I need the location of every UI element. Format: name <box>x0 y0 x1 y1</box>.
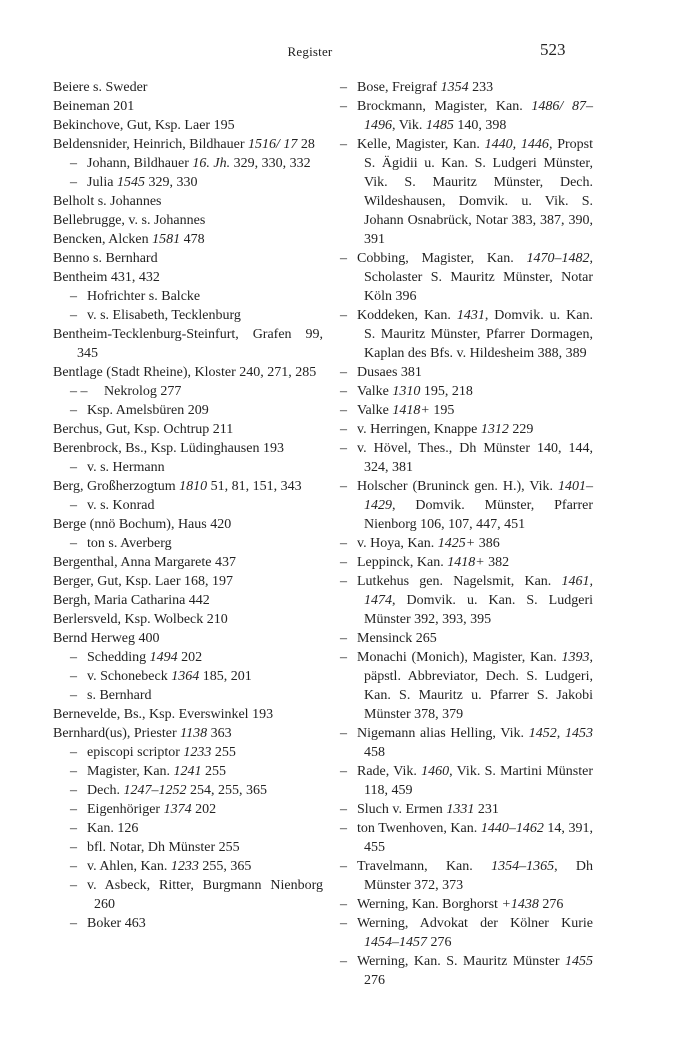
index-entry <box>53 325 323 363</box>
index-entry <box>323 800 593 819</box>
entry-dash: – <box>70 650 77 665</box>
index-entry <box>53 610 323 629</box>
entry-date: 1440, 1446 <box>484 137 549 152</box>
entry-text: Monachi (Monich), Magister, Kan. <box>357 650 562 665</box>
entry-text: Leppinck, Kan. <box>357 555 448 570</box>
entry-text: 202 <box>177 650 203 665</box>
entry-text: Boker 463 <box>87 916 146 931</box>
index-entry <box>53 78 323 97</box>
index-entry <box>323 97 593 135</box>
index-entry <box>53 591 323 610</box>
entry-text: Werning, Kan. S. Mauritz Münster <box>357 954 565 969</box>
index-entry <box>323 363 593 382</box>
entry-dash: – <box>70 156 77 171</box>
index-entry <box>323 306 593 363</box>
entry-text: 276 <box>364 973 385 988</box>
entry-dash: – <box>340 422 347 437</box>
entry-dash: – <box>70 878 77 893</box>
entry-dash: – <box>340 954 347 969</box>
index-entry <box>323 135 593 249</box>
index-entry <box>323 895 593 914</box>
entry-text: 458 <box>364 745 385 760</box>
entry-dash: – <box>70 403 77 418</box>
index-entry <box>53 230 323 249</box>
entry-dash: – <box>70 783 77 798</box>
index-entry <box>53 762 323 781</box>
entry-text: , Scholaster S. Mauritz Münster, Notar Köln 396 <box>364 251 593 304</box>
index-entry <box>53 572 323 591</box>
entry-text: Brockmann, Magister, Kan. <box>357 99 532 114</box>
entry-date: 1461, 1474 <box>364 574 593 608</box>
entry-dash: – <box>340 479 347 494</box>
entry-text: Bekinchove, Gut, Ksp. Laer 195 <box>53 118 235 133</box>
entry-text: bfl. Notar, Dh Münster 255 <box>87 840 240 855</box>
entry-dash: – <box>340 764 347 779</box>
index-entry <box>53 116 323 135</box>
entry-dash: – <box>340 80 347 95</box>
index-entry <box>323 382 593 401</box>
entry-text: Berger, Gut, Ksp. Laer 168, 197 <box>53 574 233 589</box>
running-head: Register <box>287 44 333 59</box>
entry-text: Magister, Kan. <box>87 764 174 779</box>
index-entry <box>53 781 323 800</box>
entry-text: v. s. Konrad <box>87 498 155 513</box>
entry-text: v. s. Hermann <box>87 460 165 475</box>
index-entry <box>53 838 323 857</box>
index-entry <box>53 401 323 420</box>
entry-dash: – <box>70 859 77 874</box>
entry-date: 1138 <box>180 726 208 741</box>
entry-dash: – <box>70 802 77 817</box>
entry-dash: – <box>70 688 77 703</box>
index-entry <box>323 914 593 952</box>
entry-dash: – <box>70 536 77 551</box>
entry-text: Bellebrugge, v. s. Johannes <box>53 213 206 228</box>
entry-text: Beiere s. Sweder <box>53 80 148 95</box>
entry-text: 229 <box>508 422 534 437</box>
entry-text: Holscher (Bruninck gen. H.), Vik. <box>357 479 558 494</box>
entry-text: , päpstl. Abbreviator, Dech. S. Ludgeri, Kan. S. Mauritz u. Pfarrer S. Jakobi Münster 378, 379 <box>364 650 593 722</box>
entry-text: Benno s. Bernhard <box>53 251 158 266</box>
entry-text: 329, 330 <box>144 175 198 190</box>
entry-text: Rade, Vik. <box>357 764 422 779</box>
entry-date: 1418+ <box>447 555 485 570</box>
entry-dash: – <box>340 726 347 741</box>
entry-date: 1545 <box>116 175 145 190</box>
index-entry <box>53 249 323 268</box>
entry-text: Hofrichter s. Balcke <box>87 289 201 304</box>
entry-text: 202 <box>191 802 217 817</box>
entry-text: Bernhard(us), Priester <box>53 726 181 741</box>
entry-text: Werning, Advokat der Kölner Kurie <box>357 916 593 931</box>
index-entry <box>53 876 323 914</box>
entry-text: episcopi scriptor <box>87 745 184 760</box>
entry-date: 1516/ 17 <box>248 137 298 152</box>
entry-dash: – <box>340 821 347 836</box>
entry-text: s. Bernhard <box>87 688 152 703</box>
entry-date: 1425+ <box>437 536 476 551</box>
entry-text: Werning, Kan. Borghorst <box>357 897 502 912</box>
page-header <box>0 40 700 64</box>
entry-date: 1247–1252 <box>123 783 187 798</box>
entry-dash: – <box>70 175 77 190</box>
entry-dash: – <box>340 631 347 646</box>
entry-date: 1233 <box>183 745 212 760</box>
entry-text: v. Hövel, Thes., Dh Münster 140, 144, 324, 381 <box>357 441 593 475</box>
entry-text: Valke <box>357 384 393 399</box>
index-entry <box>323 857 593 895</box>
index-entry <box>53 420 323 439</box>
entry-text: 276 <box>538 897 564 912</box>
entry-text: , Vik. <box>392 118 426 133</box>
index-column-left <box>53 78 323 933</box>
entry-text: 363 <box>207 726 232 741</box>
entry-dash: – <box>340 897 347 912</box>
entry-text: 329, 330, 332 <box>230 156 311 171</box>
index-entry <box>323 648 593 724</box>
index-entry <box>53 382 323 401</box>
entry-date: 1354–1365 <box>491 859 555 874</box>
entry-date: 1431 <box>456 308 485 323</box>
entry-dash: – <box>70 840 77 855</box>
entry-date: 1470–1482 <box>526 251 590 266</box>
index-entry <box>323 819 593 857</box>
index-entry <box>53 192 323 211</box>
entry-dash: – <box>70 498 77 513</box>
index-entry <box>323 762 593 800</box>
entry-text: Bernevelde, Bs., Ksp. Everswinkel 193 <box>53 707 274 722</box>
index-entry <box>53 819 323 838</box>
entry-text: , Propst S. Ägidii u. Kan. S. Ludgeri Münster, Vik. S. Mauritz Münster, Dech. Wildeshausen, Domvik. u. Vik. S. Johann Osnabrück, Notar 383, 387, 390, 391 <box>364 137 593 247</box>
index-entry <box>323 534 593 553</box>
entry-date: 1494 <box>149 650 178 665</box>
entry-dash: – <box>340 99 347 114</box>
entry-text: Bergenthal, Anna Margarete 437 <box>53 555 236 570</box>
entry-dash: – <box>340 650 347 665</box>
entry-text: Ksp. Amelsbüren 209 <box>87 403 209 418</box>
entry-date: 1810 <box>179 479 208 494</box>
index-entry <box>53 648 323 667</box>
entry-text: Julia <box>87 175 117 190</box>
entry-text: Kelle, Magister, Kan. <box>357 137 485 152</box>
entry-text: 255 <box>201 764 227 779</box>
entry-text: Nekrolog 277 <box>104 384 182 399</box>
entry-text: v. Schonebeck <box>87 669 172 684</box>
index-entry <box>53 97 323 116</box>
entry-dash: – <box>70 916 77 931</box>
entry-date: 1581 <box>152 232 181 247</box>
entry-text: Bentlage (Stadt Rheine), Kloster 240, 271, 285 <box>53 365 317 380</box>
entry-text: Bernd Herweg 400 <box>53 631 160 646</box>
index-entry <box>53 534 323 553</box>
entry-text: 478 <box>180 232 205 247</box>
entry-date: 1452, 1453 <box>528 726 594 741</box>
index-entry <box>53 439 323 458</box>
index-entry <box>53 477 323 496</box>
entry-text: Sluch v. Ermen <box>357 802 447 817</box>
index-entry <box>53 553 323 572</box>
entry-text: Dusaes 381 <box>357 365 422 380</box>
entry-text: Kan. 126 <box>87 821 139 836</box>
entry-text: 254, 255, 365 <box>186 783 268 798</box>
entry-dash: – – <box>70 384 88 399</box>
entry-text: 255 <box>211 745 236 760</box>
entry-text: , Domvik. Münster, Pfarrer Nienborg 106, 107, 447, 451 <box>364 498 593 532</box>
entry-text: , Domvik. u. Kan. S. Ludgeri Münster 392, 393, 395 <box>364 593 593 627</box>
index-entry <box>323 572 593 629</box>
entry-date: 1460 <box>421 764 450 779</box>
entry-date: 1455 <box>565 954 593 969</box>
entry-text: 231 <box>474 802 499 817</box>
entry-text: 51, 81, 151, 343 <box>207 479 302 494</box>
index-entry <box>53 686 323 705</box>
entry-text: 14, 391, 455 <box>364 821 593 855</box>
entry-text: , Vik. S. Martini Münster 118, 459 <box>364 764 593 798</box>
index-column-right <box>323 78 593 990</box>
entry-dash: – <box>340 859 347 874</box>
entry-dash: – <box>70 289 77 304</box>
entry-dash: – <box>340 441 347 456</box>
entry-text: v. s. Elisabeth, Tecklenburg <box>87 308 241 323</box>
index-entry <box>323 420 593 439</box>
entry-text: 28 <box>297 137 315 152</box>
entry-text: Cobbing, Magister, Kan. <box>357 251 527 266</box>
entry-text: Berchus, Gut, Ksp. Ochtrup 211 <box>53 422 234 437</box>
index-entry <box>53 363 323 382</box>
entry-text: ton s. Averberg <box>87 536 172 551</box>
entry-date: 1374 <box>163 802 192 817</box>
entry-date: 1241 <box>173 764 202 779</box>
index-entry <box>53 629 323 648</box>
index-entry <box>53 135 323 154</box>
entry-dash: – <box>340 308 347 323</box>
entry-text: 140, 398 <box>453 118 507 133</box>
entry-text: , Domvik. u. Kan. S. Mauritz Münster, Pfarrer Dormagen, Kaplan des Bfs. v. Hildesheim 388, 389 <box>364 308 593 361</box>
index-entry <box>323 553 593 572</box>
entry-dash: – <box>70 821 77 836</box>
index-entry <box>53 667 323 686</box>
index-entry <box>323 78 593 97</box>
entry-text: Bentheim 431, 432 <box>53 270 160 285</box>
entry-dash: – <box>70 460 77 475</box>
index-entry <box>53 211 323 230</box>
entry-date: 1310 <box>392 384 421 399</box>
entry-text: Koddeken, Kan. <box>357 308 457 323</box>
index-entry <box>323 724 593 762</box>
entry-dash: – <box>340 802 347 817</box>
index-entry <box>53 800 323 819</box>
index-entry <box>53 173 323 192</box>
entry-date: 1233 <box>170 859 199 874</box>
entry-date: 1364 <box>171 669 200 684</box>
index-entry <box>323 401 593 420</box>
entry-text: Valke <box>357 403 393 418</box>
index-entry <box>53 914 323 933</box>
entry-dash: – <box>70 764 77 779</box>
index-entry <box>53 515 323 534</box>
entry-text: Belholt s. Johannes <box>53 194 162 209</box>
entry-text: 233 <box>468 80 494 95</box>
index-entry <box>53 458 323 477</box>
entry-date: 1401–1429 <box>364 479 593 513</box>
entry-dash: – <box>340 536 347 551</box>
entry-date: 1418+ <box>392 403 430 418</box>
entry-text: Mensinck 265 <box>357 631 437 646</box>
index-entry <box>323 439 593 477</box>
entry-date: 1393 <box>561 650 590 665</box>
entry-text: Berlersveld, Ksp. Wolbeck 210 <box>53 612 228 627</box>
index-entry <box>53 496 323 515</box>
entry-dash: – <box>340 403 347 418</box>
index-entry <box>323 249 593 306</box>
entry-dash: – <box>70 745 77 760</box>
entry-text: Johann, Bildhauer <box>87 156 193 171</box>
entry-text: Bergh, Maria Catharina 442 <box>53 593 210 608</box>
entry-text: Beldensnider, Heinrich, Bildhauer <box>53 137 248 152</box>
entry-dash: – <box>340 916 347 931</box>
entry-text: 386 <box>475 536 500 551</box>
entry-date: 16. Jh. <box>192 156 231 171</box>
entry-text: Schedding <box>87 650 150 665</box>
entry-text: Nigemann alias Helling, Vik. <box>357 726 529 741</box>
entry-date: 1440–1462 <box>480 821 544 836</box>
index-entry <box>323 477 593 534</box>
entry-text: v. Hoya, Kan. <box>357 536 438 551</box>
entry-dash: – <box>70 308 77 323</box>
entry-dash: – <box>70 669 77 684</box>
index-entry <box>53 306 323 325</box>
entry-dash: – <box>340 137 347 152</box>
entry-text: 195, 218 <box>420 384 473 399</box>
index-entry <box>53 154 323 173</box>
entry-date: 1354 <box>440 80 469 95</box>
entry-text: Berenbrock, Bs., Ksp. Lüdinghausen 193 <box>53 441 284 456</box>
entry-date: 1454–1457 <box>364 935 427 950</box>
index-entry <box>53 724 323 743</box>
index-entry <box>53 705 323 724</box>
entry-text: Bentheim-Tecklenburg-Steinfurt, Grafen 99, 345 <box>53 327 323 361</box>
entry-text: 185, 201 <box>199 669 252 684</box>
index-entry <box>53 857 323 876</box>
entry-text: v. Herringen, Knappe <box>357 422 481 437</box>
entry-date: 1485 <box>425 118 454 133</box>
entry-text: , Dh Münster 372, 373 <box>364 859 593 893</box>
entry-text: 255, 365 <box>198 859 252 874</box>
entry-date: 1486/ 87–1496 <box>364 99 593 133</box>
index-entry <box>53 287 323 306</box>
entry-text: Travelmann, Kan. <box>357 859 492 874</box>
entry-dash: – <box>340 574 347 589</box>
entry-text: 382 <box>484 555 510 570</box>
index-entry <box>53 743 323 762</box>
page-number: 523 <box>540 40 566 59</box>
entry-text: Dech. <box>87 783 124 798</box>
entry-text: Bencken, Alcken <box>53 232 153 247</box>
entry-text: Eigenhöriger <box>87 802 164 817</box>
index-entry <box>323 629 593 648</box>
entry-text: 276 <box>427 935 452 950</box>
index-entry <box>323 952 593 990</box>
entry-date: 1312 <box>480 422 509 437</box>
entry-dash: – <box>340 555 347 570</box>
entry-text: Lutkehus gen. Nagelsmit, Kan. <box>357 574 562 589</box>
entry-dash: – <box>340 365 347 380</box>
entry-text: v. Asbeck, Ritter, Burgmann Nienborg 260 <box>87 878 323 912</box>
entry-dash: – <box>340 251 347 266</box>
entry-text: Bose, Freigraf <box>357 80 441 95</box>
entry-dash: – <box>340 384 347 399</box>
index-entry <box>53 268 323 287</box>
entry-text: Beineman 201 <box>53 99 135 114</box>
entry-text: v. Ahlen, Kan. <box>87 859 171 874</box>
entry-text: 195 <box>429 403 455 418</box>
entry-text: Berge (nnö Bochum), Haus 420 <box>53 517 232 532</box>
entry-text: ton Twenhoven, Kan. <box>357 821 481 836</box>
entry-date: +1438 <box>501 897 539 912</box>
entry-text: Berg, Großherzogtum <box>53 479 180 494</box>
entry-date: 1331 <box>446 802 475 817</box>
